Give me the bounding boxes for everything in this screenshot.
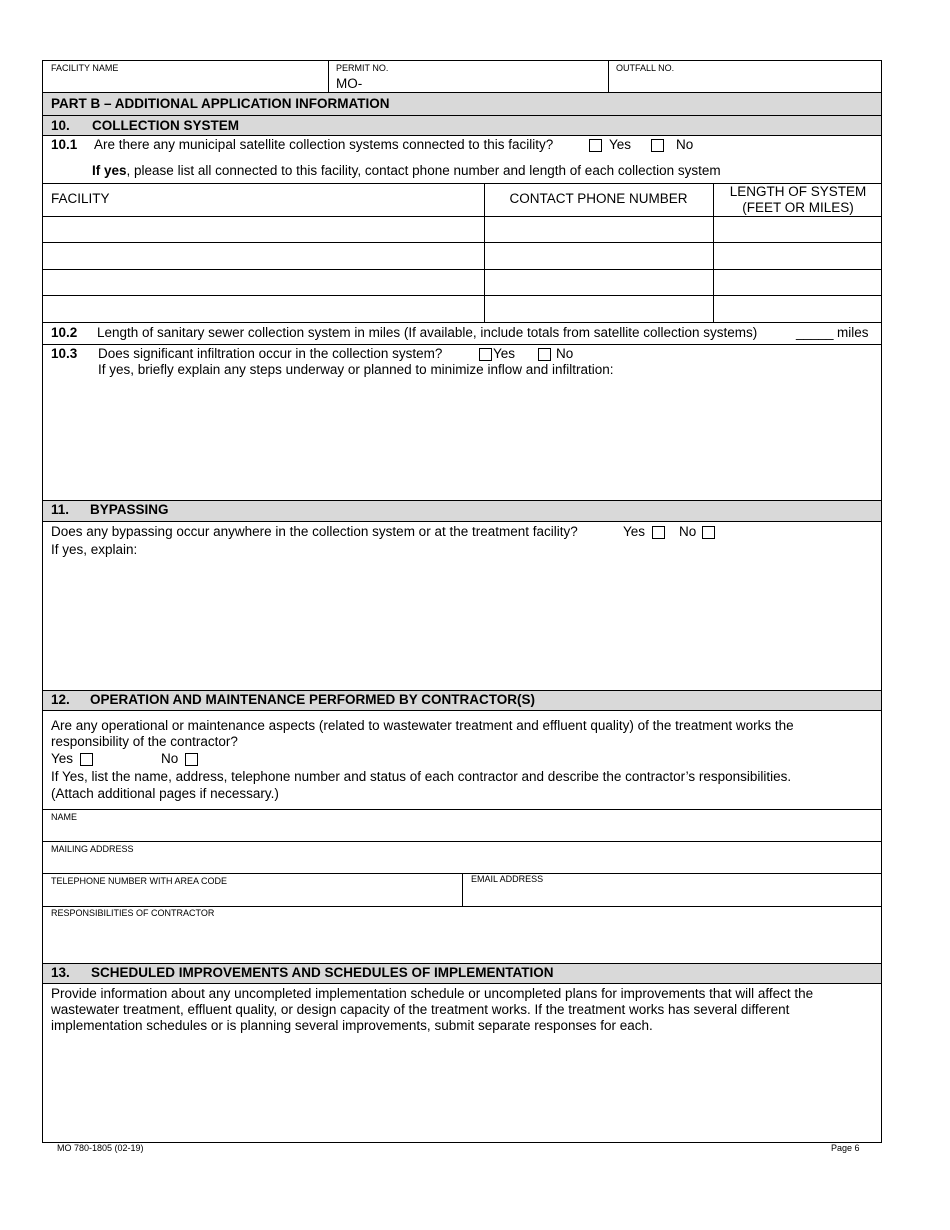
table-row-4-length[interactable] xyxy=(714,296,883,322)
table-row-4-phone[interactable] xyxy=(485,296,713,322)
section-12-question-line1: Are any operational or maintenance aspects (related to wastewater treatment and effluent quality) of the treatment works the xyxy=(51,718,794,733)
section-11-explain-label: If yes, explain: xyxy=(51,542,138,557)
table-row-1-phone[interactable] xyxy=(485,217,713,242)
table-col-length-line2: (FEET OR MILES) xyxy=(742,200,854,215)
part-b-title: PART B – ADDITIONAL APPLICATION INFORMATION xyxy=(51,96,390,111)
q10-1-instruction xyxy=(92,163,721,179)
section-11-number: 11. xyxy=(51,502,70,517)
table-row-1-facility[interactable] xyxy=(43,217,484,242)
contractor-mailing-field[interactable] xyxy=(43,842,883,873)
table-row-3-facility[interactable] xyxy=(43,270,484,295)
form-number: MO 780-1805 (02-19) xyxy=(57,1143,144,1153)
q10-1-instruction-rest: , please list all connected to this facility, contact phone number and length of each collection system xyxy=(126,163,721,178)
facility-name-label: FACILITY NAME xyxy=(51,63,119,73)
q10-1-no-checkbox[interactable] xyxy=(651,139,664,152)
table-col-facility: FACILITY xyxy=(51,191,110,206)
q10-3-yes-checkbox[interactable] xyxy=(479,348,492,361)
section-13-response-area[interactable] xyxy=(43,1036,883,1143)
q10-3-no-checkbox[interactable] xyxy=(538,348,551,361)
section-11-no-checkbox[interactable] xyxy=(702,526,715,539)
section-12-yes-checkbox[interactable] xyxy=(80,753,93,766)
contractor-telephone-label: TELEPHONE NUMBER WITH AREA CODE xyxy=(51,876,228,886)
section-11-yes-checkbox[interactable] xyxy=(652,526,665,539)
q10-2-miles-blank[interactable]: _____ xyxy=(796,325,834,340)
section-13-number: 13. xyxy=(51,965,70,980)
section-11-question: Does any bypassing occur anywhere in the collection system or at the treatment facility? xyxy=(51,524,578,539)
facility-name-field[interactable] xyxy=(43,61,328,92)
table-row-2-length[interactable] xyxy=(714,243,883,269)
q10-1-instruction-bold: If yes xyxy=(92,163,127,178)
section-11-yes-label: Yes xyxy=(623,524,646,539)
q10-3-text: Does significant infiltration occur in the collection system? xyxy=(98,346,443,361)
section-12-no-checkbox[interactable] xyxy=(185,753,198,766)
section-11-title: BYPASSING xyxy=(90,502,169,517)
q10-3-followup: If yes, briefly explain any steps underway or planned to minimize inflow and infiltration: xyxy=(98,362,614,377)
section-13-text-line2: wastewater treatment, effluent quality, or design capacity of the treatment works. If the treatment works has several different xyxy=(51,1002,790,1017)
section-12-no-label: No xyxy=(161,751,179,766)
table-col-phone: CONTACT PHONE NUMBER xyxy=(509,191,688,206)
q10-2-text: Length of sanitary sewer collection system in miles (If available, include totals from satellite collection systems) xyxy=(97,325,758,340)
q10-3-number: 10.3 xyxy=(51,346,78,361)
q10-3-explanation-area[interactable] xyxy=(43,379,883,499)
contractor-telephone-field[interactable] xyxy=(43,874,462,906)
q10-1-number: 10.1 xyxy=(51,137,78,152)
section-13-text-line3: implementation schedules or is planning several improvements, submit separate responses for each. xyxy=(51,1018,653,1033)
permit-no-value[interactable]: MO- xyxy=(336,76,363,91)
section-13-title: SCHEDULED IMPROVEMENTS AND SCHEDULES OF IMPLEMENTATION xyxy=(91,965,554,980)
section-12-number: 12. xyxy=(51,692,70,707)
section-12-question-line2: responsibility of the contractor? xyxy=(51,734,238,749)
q10-1-no-label: No xyxy=(676,137,694,152)
q10-2-unit: miles xyxy=(837,325,869,340)
section-10-number: 10. xyxy=(51,118,70,133)
outfall-no-label: OUTFALL NO. xyxy=(616,63,675,73)
application-form xyxy=(42,60,882,1143)
q10-3-no-label: No xyxy=(556,346,574,361)
q10-1-text: Are there any municipal satellite collection systems connected to this facility? xyxy=(94,137,554,152)
table-row-1-length[interactable] xyxy=(714,217,883,242)
table-row-2-facility[interactable] xyxy=(43,243,484,269)
contractor-responsibilities-label: RESPONSIBILITIES OF CONTRACTOR xyxy=(51,908,215,918)
q10-1-yes-checkbox[interactable] xyxy=(589,139,602,152)
section-10-title: COLLECTION SYSTEM xyxy=(92,118,240,133)
contractor-name-field[interactable] xyxy=(43,810,883,841)
table-row-3-length[interactable] xyxy=(714,270,883,295)
section-12-instruction-line2: (Attach additional pages if necessary.) xyxy=(51,786,279,801)
table-col-length-line1: LENGTH OF SYSTEM xyxy=(729,184,867,199)
q10-3-yes-label: Yes xyxy=(493,346,516,361)
section-11-no-label: No xyxy=(679,524,697,539)
permit-no-label: PERMIT NO. xyxy=(336,63,389,73)
section-13-text-line1: Provide information about any uncompleted implementation schedule or uncompleted plans for improvements that will affect the xyxy=(51,986,814,1001)
section-11-explanation-area[interactable] xyxy=(43,559,883,689)
header-divider-1 xyxy=(328,61,329,92)
q10-2-number: 10.2 xyxy=(51,325,78,340)
table-row-4-facility[interactable] xyxy=(43,296,484,322)
page-number: Page 6 xyxy=(831,1143,860,1153)
contractor-responsibilities-field[interactable] xyxy=(43,907,883,962)
table-row-3-phone[interactable] xyxy=(485,270,713,295)
section-12-title: OPERATION AND MAINTENANCE PERFORMED BY CONTRACTOR(S) xyxy=(90,692,536,707)
outfall-no-field[interactable] xyxy=(609,61,883,92)
section-12-yes-label: Yes xyxy=(51,751,74,766)
contractor-name-label: NAME xyxy=(51,812,78,822)
section-12-instruction-line1: If Yes, list the name, address, telephone number and status of each contractor and describe the contractor’s responsibilities. xyxy=(51,769,792,784)
q10-1-yes-label: Yes xyxy=(609,137,632,152)
contractor-email-label: EMAIL ADDRESS xyxy=(471,874,544,884)
contractor-mailing-label: MAILING ADDRESS xyxy=(51,844,134,854)
contractor-email-field[interactable] xyxy=(463,874,883,906)
table-row-2-phone[interactable] xyxy=(485,243,713,269)
